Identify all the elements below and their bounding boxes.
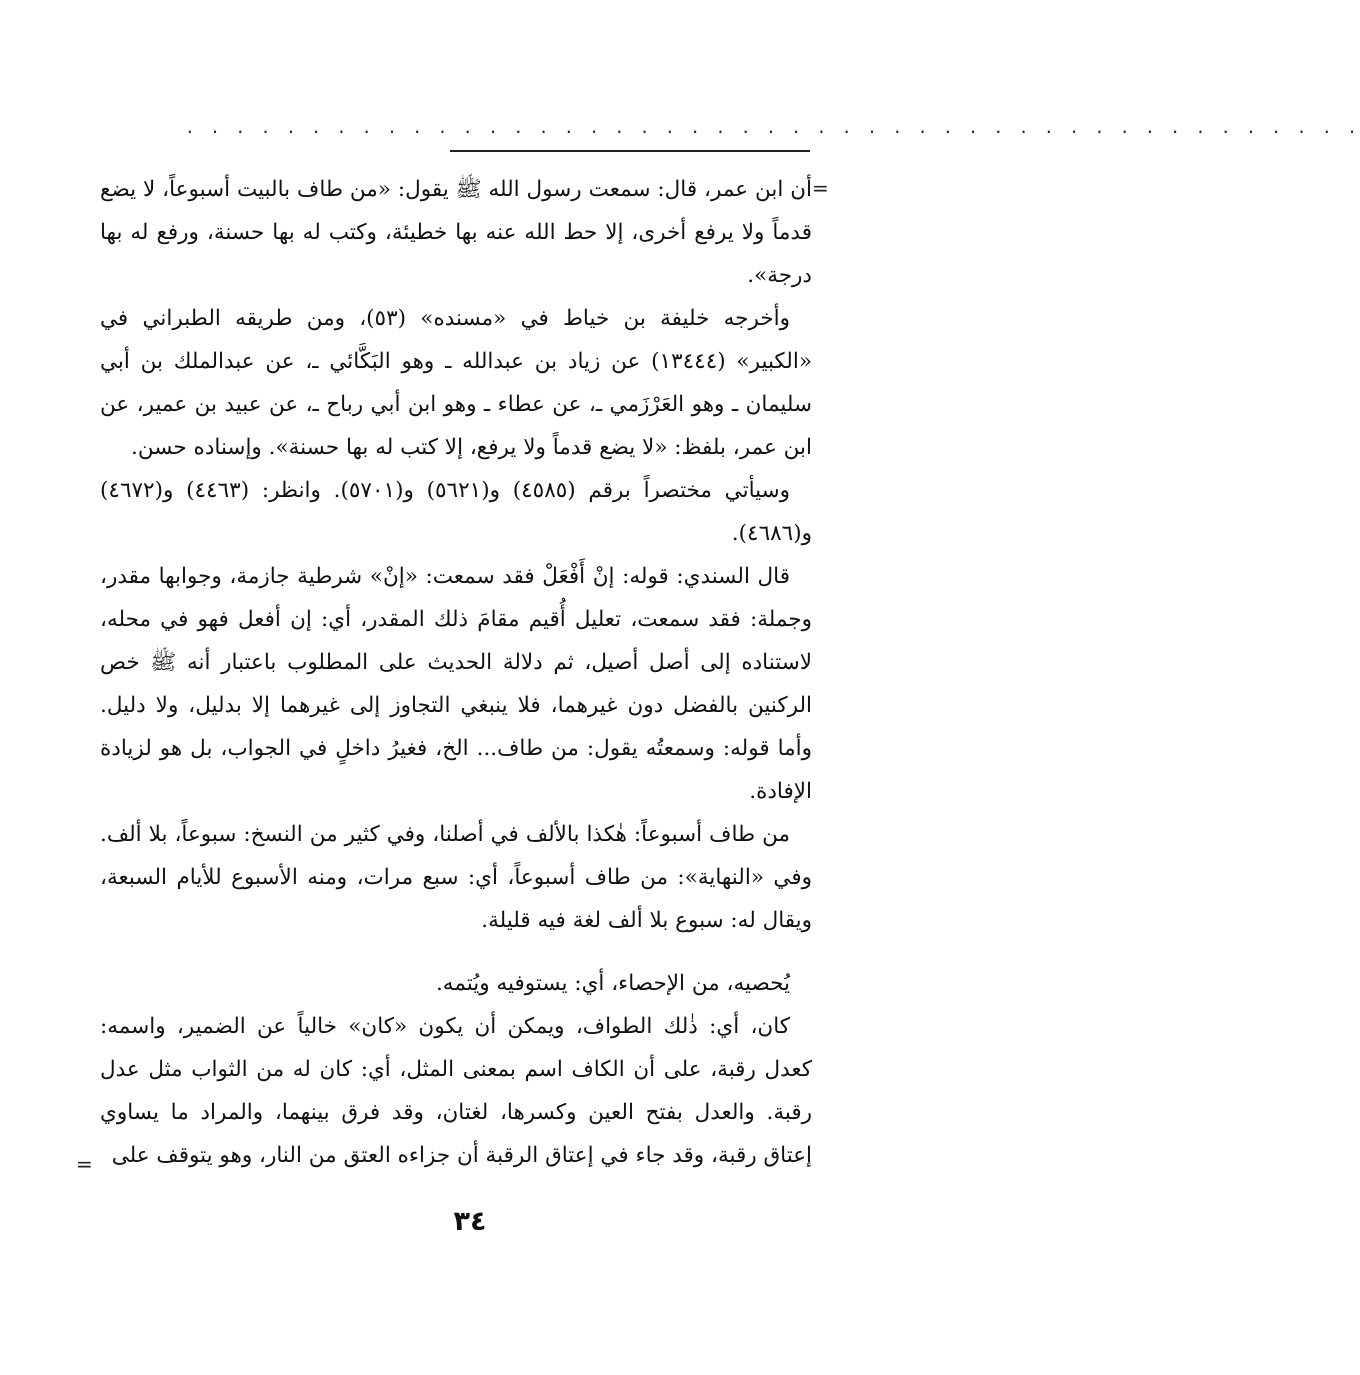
footnote-text	[100, 168, 812, 1177]
paragraph-sindi-commentary: قال السندي: قوله: إنْ أَفْعَلْ فقد سمعت: «إنْ» شرطية جازمة، وجوابها مقدر، وجملة: فقد سمعت، تعليل أُقيم مقامَ ذلك المقدر، أي: إن أفعل فهو في محله، لاستناده إلى أصل أصيل، ثم دلالة الحديث على المطلوب باعتبار أنه ﷺ خص الركنين بالفضل دون غيرهما، فلا ينبغي التجاوز إلى غيرهما إلا بدليل، ولا دليل. وأما قوله: وسمعتُه يقول: من طاف... الخ، فغيرُ داخلٍ في الجواب، بل هو لزيادة الإفادة.	[100, 564, 812, 804]
paragraph-kana: كان، أي: ذٰلك الطواف، ويمكن أن يكون «كان» خالياً عن الضمير، واسمه: كعدل رقبة، على أن الكاف اسم بمعنى المثل، أي: كان له من الثواب مثل عدل رقبة. والعدل بفتح العين وكسرها، لغتان، وقد فرق بينهما، والمراد ما يساوي إعتاق رقبة، وقد جاء في إعتاق الرقبة أن جزاءه العتق من النار، وهو يتوقف على	[100, 1014, 812, 1168]
paragraph-gap	[100, 942, 812, 962]
paragraph-takhrij: وأخرجه خليفة بن خياط في «مسنده» (٥٣)، ومن طريقه الطبراني في «الكبير» (١٣٤٤٤) عن زياد بن عبدالله ـ وهو البَكَّائي ـ، عن عبدالملك بن أبي سليمان ـ وهو العَرْزَمي ـ، عن عطاء ـ وهو ابن أبي رباح ـ، عن عبيد بن عمير، عن ابن عمر، بلفظ: «لا يضع قدماً ولا يرفع، إلا كتب له بها حسنة». وإسناده حسن.	[100, 306, 812, 460]
dotted-separator: . . . . . . . . . . . . . . . . . . . . . . . . . . . . . . . . . . . . . . . . . . . . . . .	[185, 118, 1360, 137]
page-number: ٣٤	[453, 1206, 487, 1237]
paragraph-hadith: أن ابن عمر، قال: سمعت رسول الله ﷺ يقول: «من طاف بالبيت أسبوعاً، لا يضع قدماً ولا يرفع أخرى، إلا حط الله عنه بها خطيئة، وكتب له بها حسنة، ورفع له بها درجة».	[100, 177, 812, 288]
continuation-marker-end: =	[76, 1152, 93, 1176]
continuation-marker-start: =	[812, 176, 829, 200]
paragraph-cross-references: وسيأتي مختصراً برقم (٤٥٨٥) و(٥٦٢١) و(٥٧٠١). وانظر: (٤٤٦٣) و(٤٦٧٢) و(٤٦٨٦).	[100, 478, 812, 546]
paragraph-usbu-explanation: من طاف أسبوعاً: هٰكذا بالألف في أصلنا، وفي كثير من النسخ: سبوعاً، بلا ألف. وفي «النهاية»: من طاف أسبوعاً، أي: سبع مرات، ومنه الأسبوع للأيام السبعة، ويقال له: سبوع بلا ألف لغة فيه قليلة.	[100, 822, 812, 933]
footnote-rule	[450, 150, 810, 152]
paragraph-yuhsihi: يُحصيه، من الإحصاء، أي: يستوفيه ويُتمه.	[435, 971, 790, 996]
